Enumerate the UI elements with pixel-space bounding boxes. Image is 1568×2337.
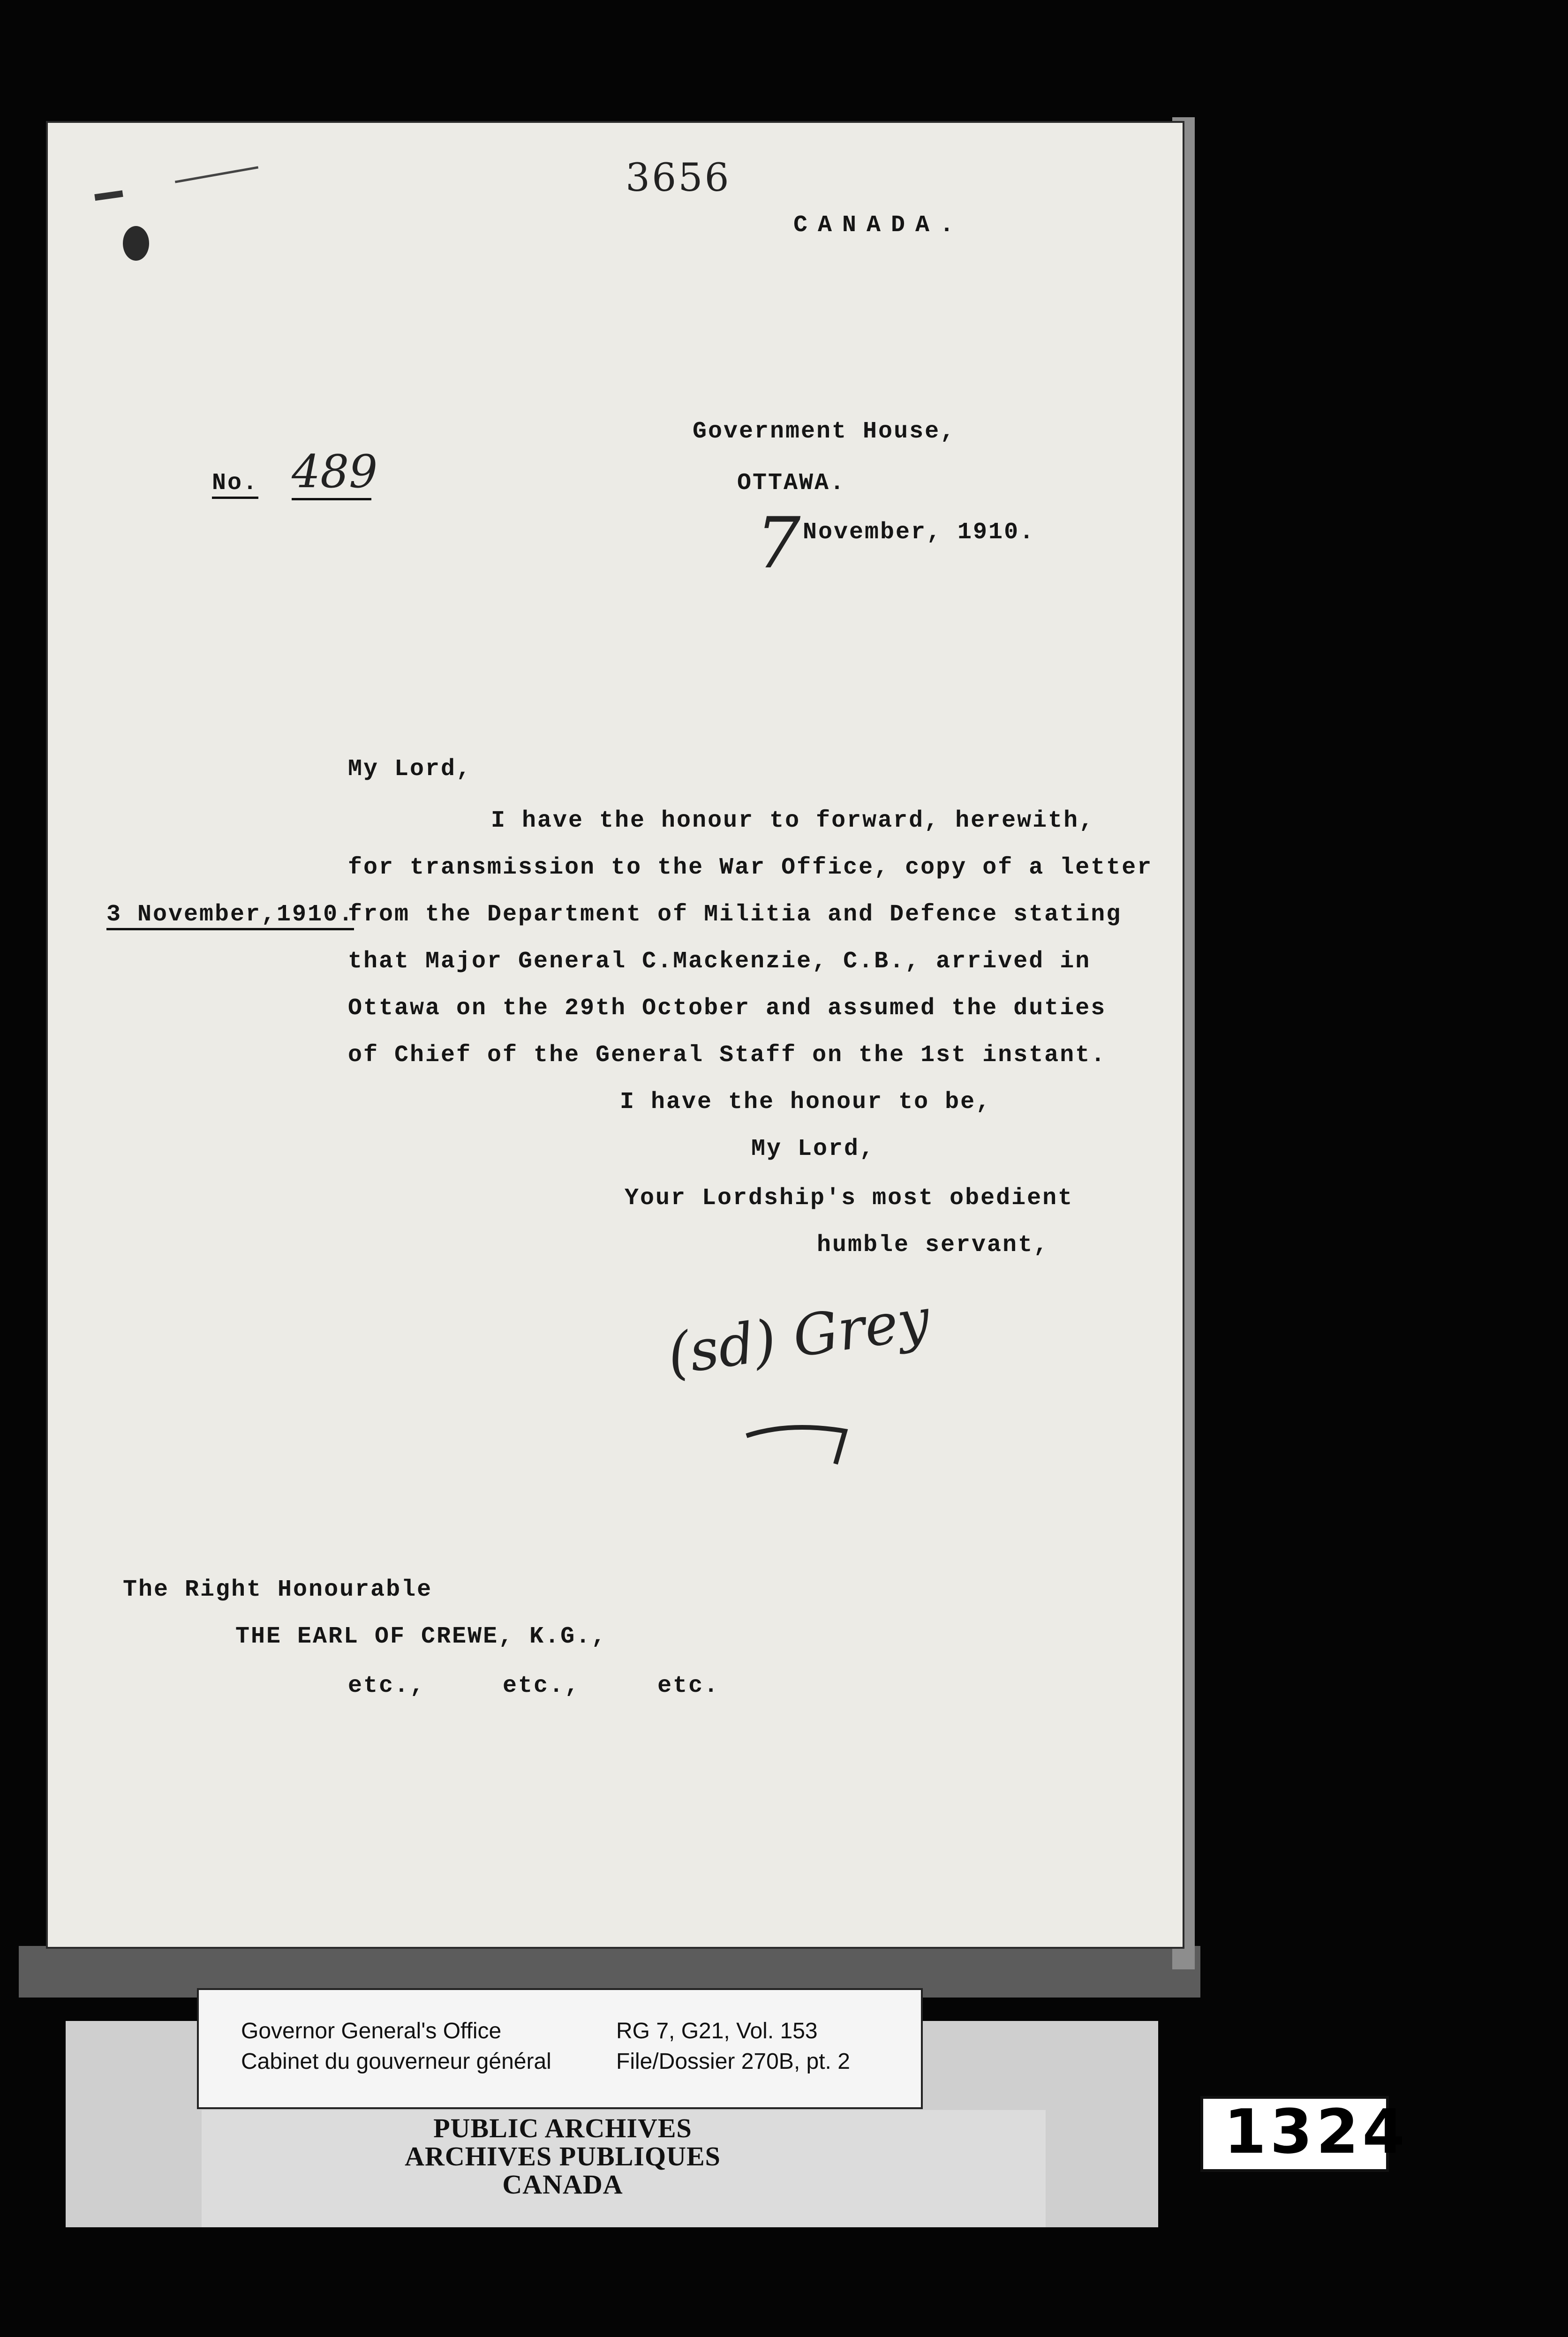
date-day: 7: [756, 503, 801, 584]
closing-line: Your Lordship's most obedient: [625, 1185, 1074, 1212]
office-name-fr: Cabinet du gouverneur général: [241, 2049, 551, 2074]
reference-number: 489: [292, 445, 378, 498]
body-line: Ottawa on the 29th October and assumed the duties: [348, 995, 1107, 1022]
letter-page: [48, 123, 1183, 1947]
recipient-line: THE EARL OF CREWE, K.G.,: [235, 1623, 607, 1650]
address-line-1: Government House,: [693, 418, 956, 445]
date-text: November, 1910.: [803, 519, 1035, 546]
pencil-mark: [175, 166, 258, 183]
closing-line: humble servant,: [817, 1232, 1049, 1259]
reference-label: No.: [212, 470, 258, 499]
country-heading: CANADA.: [793, 212, 965, 239]
archives-line-2: ARCHIVES PUBLIQUES: [405, 2141, 721, 2171]
punch-hole: [123, 226, 149, 261]
reference-underline: [292, 498, 371, 500]
body-line: from the Department of Militia and Defence stating: [348, 901, 1122, 928]
frame-number: 1324: [1224, 2096, 1409, 2167]
pencil-mark: [94, 190, 123, 201]
closing-line: I have the honour to be,: [620, 1089, 992, 1116]
stamp-number: 3656: [626, 156, 731, 200]
recipient-line: etc., etc., etc.: [348, 1673, 720, 1699]
margin-note-date: 3 November,1910.: [106, 901, 354, 930]
body-line: for transmission to the War Office, copy of a letter: [348, 854, 1153, 881]
signature-flourish: [742, 1403, 864, 1469]
file-dossier-ref: File/Dossier 270B, pt. 2: [616, 2049, 850, 2074]
signature: (sd) Grey: [663, 1286, 934, 1388]
office-name-en: Governor General's Office: [241, 2019, 502, 2043]
recipient-line: The Right Honourable: [123, 1576, 433, 1603]
archives-line-3: CANADA: [502, 2169, 623, 2200]
body-line: of Chief of the General Staff on the 1st instant.: [348, 1042, 1107, 1069]
body-line: I have the honour to forward, herewith,: [491, 807, 1095, 834]
record-group-ref: RG 7, G21, Vol. 153: [616, 2019, 818, 2043]
address-line-2: OTTAWA.: [737, 470, 846, 497]
body-line: that Major General C.Mackenzie, C.B., arrived in: [348, 948, 1091, 975]
salutation: My Lord,: [348, 756, 472, 783]
archives-line-1: PUBLIC ARCHIVES: [433, 2113, 692, 2143]
closing-line: My Lord,: [751, 1136, 875, 1162]
archive-reference-card: [197, 1988, 923, 2109]
